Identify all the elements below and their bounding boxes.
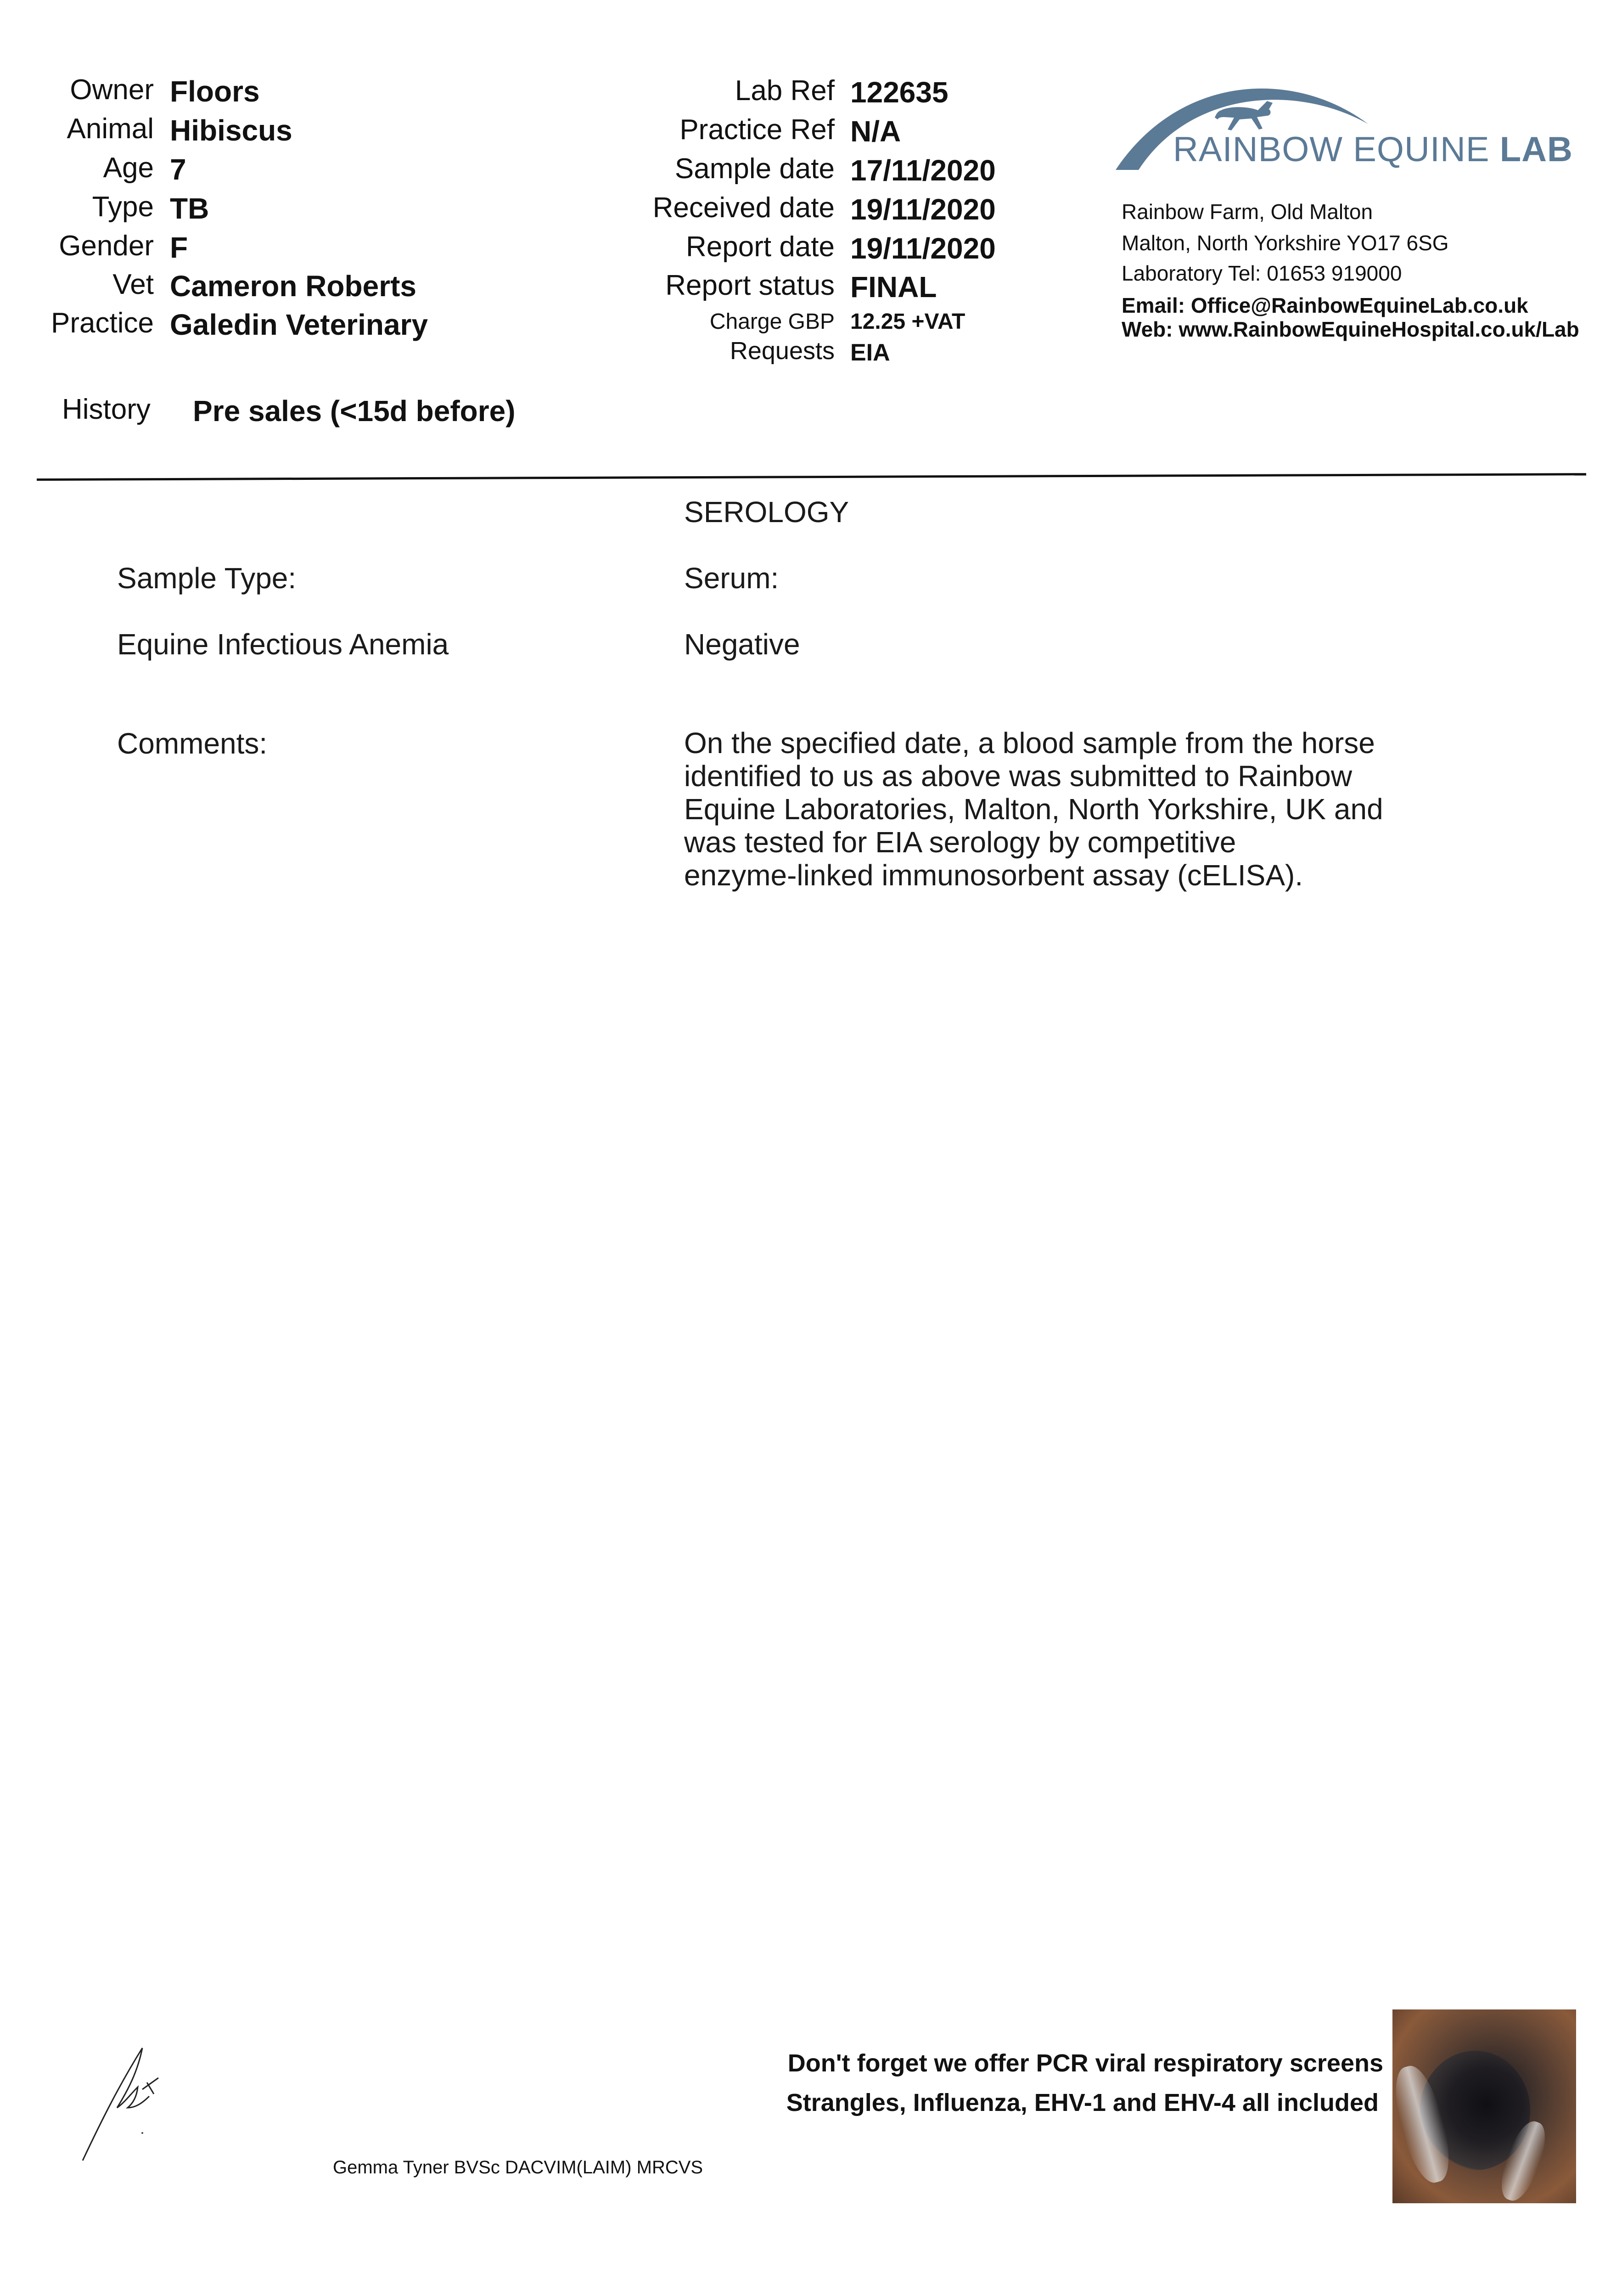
sample-date-value: 17/11/2020 [850, 154, 996, 187]
comments-line: Equine Laboratories, Malton, North Yorkshire, UK and [684, 793, 1383, 826]
lab-telephone: Laboratory Tel: 01653 919000 [1122, 261, 1402, 285]
comments-line: enzyme-linked immunosorbent assay (cELISA). [684, 859, 1303, 892]
lab-ref-value: 122635 [850, 76, 949, 109]
brand-name-light: RAINBOW EQUINE [1173, 130, 1500, 169]
report-status-label: Report status [665, 270, 835, 301]
sample-type-value: Serum: [684, 562, 779, 595]
requests-value: EIA [850, 339, 890, 366]
gender-value: F [170, 231, 188, 264]
brand-name-bold: LAB [1499, 130, 1573, 169]
practice-value: Galedin Veterinary [170, 308, 428, 341]
comments-line: was tested for EIA serology by competitive [684, 826, 1236, 859]
patient-details [0, 0, 597, 367]
lab-ref-label: Lab Ref [735, 75, 835, 107]
type-value: TB [170, 192, 209, 225]
charge-value: 12.25 +VAT [850, 310, 965, 334]
address-line-2: Malton, North Yorkshire YO17 6SG [1122, 231, 1449, 255]
vet-value: Cameron Roberts [170, 270, 416, 303]
animal-value: Hibiscus [170, 114, 292, 147]
requests-label: Requests [730, 337, 835, 365]
promo-line-2: Strangles, Influenza, EHV-1 and EHV-4 all included [786, 2089, 1379, 2116]
gender-label: Gender [59, 230, 154, 262]
test-name: Equine Infectious Anemia [117, 628, 449, 661]
section-divider [37, 473, 1586, 481]
signatory-name: Gemma Tyner BVSc DACVIM(LAIM) MRCVS [333, 2157, 703, 2178]
type-label: Type [92, 191, 154, 223]
report-date-label: Report date [686, 231, 835, 263]
comments-text [684, 726, 1446, 892]
age-label: Age [103, 152, 154, 184]
charge-label: Charge GBP [709, 310, 835, 334]
brand-wordmark [1173, 129, 1573, 169]
signature-image [73, 2039, 174, 2167]
owner-value: Floors [170, 75, 260, 108]
history-label: History [62, 394, 151, 425]
report-status-value: FINAL [850, 270, 937, 304]
practice-label: Practice [51, 307, 154, 339]
lab-details [597, 0, 1056, 377]
history-value: Pre sales (<15d before) [193, 394, 516, 428]
animal-label: Animal [67, 113, 154, 145]
test-result: Negative [684, 628, 800, 661]
promo-line-1: Don't forget we offer PCR viral respiratory screens [787, 2049, 1383, 2077]
report-date-value: 19/11/2020 [850, 232, 996, 265]
horse-nose-photo [1392, 2009, 1576, 2203]
practice-ref-label: Practice Ref [679, 114, 835, 146]
sample-type-label: Sample Type: [117, 562, 297, 595]
lab-website: Web: www.RainbowEquineHospital.co.uk/Lab [1122, 317, 1579, 341]
practice-ref-value: N/A [850, 115, 901, 148]
vet-label: Vet [112, 269, 154, 300]
lab-logo [1111, 73, 1573, 184]
address-line-1: Rainbow Farm, Old Malton [1122, 200, 1373, 224]
comments-line: identified to us as above was submitted to Rainbow [684, 760, 1353, 793]
sample-date-label: Sample date [674, 153, 835, 185]
lab-email: Email: Office@RainbowEquineLab.co.uk [1122, 293, 1528, 317]
received-date-label: Received date [652, 192, 835, 224]
age-value: 7 [170, 153, 186, 186]
owner-label: Owner [70, 74, 154, 106]
section-title: SEROLOGY [684, 495, 849, 529]
comments-line: On the specified date, a blood sample from the horse [684, 726, 1375, 760]
comments-label: Comments: [117, 727, 268, 760]
received-date-value: 19/11/2020 [850, 193, 996, 226]
